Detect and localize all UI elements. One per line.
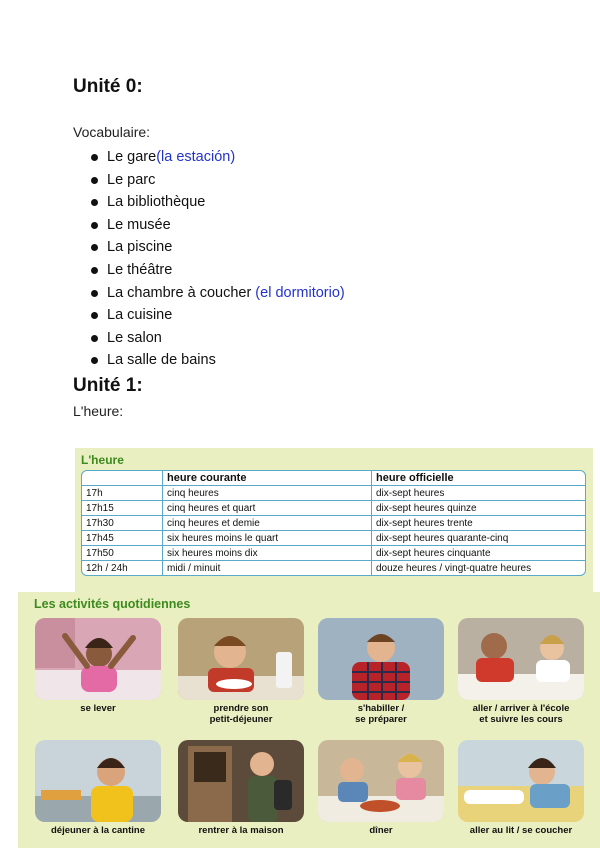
activity-rentrer bbox=[178, 740, 304, 836]
heure-label: L'heure: bbox=[73, 403, 124, 419]
heure-panel-title: L'heure bbox=[81, 453, 124, 467]
activity-coucher bbox=[458, 740, 584, 836]
list-item: La salle de bains bbox=[73, 349, 345, 372]
unit0-title: Unité 0: bbox=[73, 76, 143, 97]
activity-photo bbox=[458, 618, 584, 700]
activity-caption: se lever bbox=[80, 703, 116, 714]
table-row: 17h cinq heures dix-sept heures bbox=[82, 486, 585, 501]
activity-caption: aller au lit / se coucher bbox=[469, 825, 573, 836]
activity-ecole bbox=[458, 618, 584, 725]
list-item: La chambre à coucher (el dormitorio) bbox=[73, 282, 345, 305]
list-item: Le gare(la estación) bbox=[73, 146, 345, 169]
vocab-label: Vocabulaire: bbox=[73, 124, 151, 140]
table-row: 17h45 six heures moins le quart dix-sept heures quarante-cinq bbox=[82, 531, 585, 546]
activity-diner bbox=[318, 740, 444, 836]
activity-photo bbox=[35, 618, 161, 700]
activity-caption: aller / arriver à l'école et suivre les cours bbox=[472, 703, 570, 725]
activity-photo bbox=[178, 618, 304, 700]
list-item: La piscine bbox=[73, 236, 345, 259]
list-item: Le théâtre bbox=[73, 259, 345, 282]
list-item: La bibliothèque bbox=[73, 191, 345, 214]
table-row: 17h15 cinq heures et quart dix-sept heures quinze bbox=[82, 501, 585, 516]
activity-caption: dîner bbox=[369, 825, 393, 836]
activity-photo bbox=[318, 618, 444, 700]
list-item: La cuisine bbox=[73, 304, 345, 327]
heure-panel bbox=[75, 448, 593, 594]
activity-photo bbox=[178, 740, 304, 822]
activity-photo bbox=[35, 740, 161, 822]
table-header-row: heure courante heure officielle bbox=[82, 471, 585, 486]
table-row: 17h30 cinq heures et demie dix-sept heures trente bbox=[82, 516, 585, 531]
activities-panel bbox=[18, 592, 600, 848]
activity-caption: prendre son petit-déjeuner bbox=[209, 703, 273, 725]
list-item: Le musée bbox=[73, 214, 345, 237]
activity-caption: déjeuner à la cantine bbox=[51, 825, 145, 836]
activity-s-habiller bbox=[318, 618, 444, 725]
vocab-list bbox=[73, 146, 345, 372]
activity-photo bbox=[458, 740, 584, 822]
list-item: Le salon bbox=[73, 327, 345, 350]
table-row: 17h50 six heures moins dix dix-sept heures cinquante bbox=[82, 546, 585, 561]
activities-title: Les activités quotidiennes bbox=[34, 597, 191, 611]
activity-photo bbox=[318, 740, 444, 822]
activity-caption: s'habiller / se préparer bbox=[355, 703, 407, 725]
activity-se-lever bbox=[35, 618, 161, 714]
list-item: Le parc bbox=[73, 169, 345, 192]
unit1-title: Unité 1: bbox=[73, 375, 143, 396]
table-row: 12h / 24h midi / minuit douze heures / vingt-quatre heures bbox=[82, 561, 585, 575]
activity-petit-dejeuner bbox=[178, 618, 304, 725]
activity-cantine bbox=[35, 740, 161, 836]
heure-table bbox=[81, 470, 586, 576]
activity-caption: rentrer à la maison bbox=[198, 825, 284, 836]
